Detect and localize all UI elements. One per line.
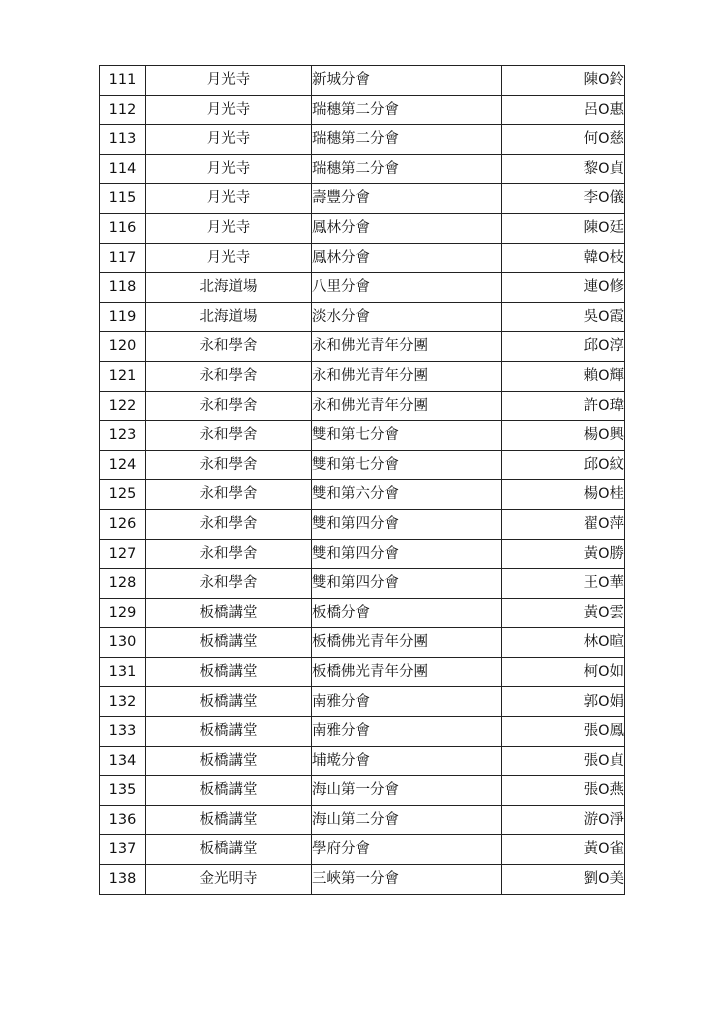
temple-name: 板橋講堂 — [146, 746, 312, 776]
branch-name: 鳳林分會 — [312, 243, 502, 273]
member-name: 郭O娟 — [502, 687, 625, 717]
row-number: 119 — [100, 302, 146, 332]
member-name: 張O鳳 — [502, 717, 625, 747]
member-name: 陳O廷 — [502, 213, 625, 243]
member-name: 張O燕 — [502, 776, 625, 806]
temple-name: 永和學舍 — [146, 361, 312, 391]
row-number: 114 — [100, 154, 146, 184]
temple-name: 板橋講堂 — [146, 598, 312, 628]
row-number: 128 — [100, 569, 146, 599]
branch-name: 永和佛光青年分團 — [312, 391, 502, 421]
temple-name: 月光寺 — [146, 154, 312, 184]
temple-name: 永和學舍 — [146, 539, 312, 569]
temple-name: 板橋講堂 — [146, 628, 312, 658]
temple-name: 板橋講堂 — [146, 835, 312, 865]
temple-name: 永和學舍 — [146, 391, 312, 421]
branch-name: 南雅分會 — [312, 717, 502, 747]
member-name: 游O淨 — [502, 805, 625, 835]
temple-name: 永和學舍 — [146, 480, 312, 510]
table-row — [100, 154, 625, 184]
table-row — [100, 865, 625, 895]
table-row — [100, 332, 625, 362]
roster-table — [99, 65, 625, 895]
member-name: 吳O霞 — [502, 302, 625, 332]
table-row — [100, 776, 625, 806]
branch-name: 永和佛光青年分團 — [312, 361, 502, 391]
temple-name: 金光明寺 — [146, 865, 312, 895]
branch-name: 板橋佛光青年分團 — [312, 628, 502, 658]
member-name: 連O修 — [502, 273, 625, 303]
temple-name: 永和學舍 — [146, 509, 312, 539]
member-name: 翟O萍 — [502, 509, 625, 539]
member-name: 王O華 — [502, 569, 625, 599]
temple-name: 月光寺 — [146, 125, 312, 155]
table-row — [100, 746, 625, 776]
temple-name: 板橋講堂 — [146, 687, 312, 717]
row-number: 121 — [100, 361, 146, 391]
branch-name: 雙和第四分會 — [312, 509, 502, 539]
member-name: 黃O勝 — [502, 539, 625, 569]
branch-name: 永和佛光青年分團 — [312, 332, 502, 362]
member-name: 韓O枝 — [502, 243, 625, 273]
branch-name: 三峽第一分會 — [312, 865, 502, 895]
table-row — [100, 598, 625, 628]
row-number: 124 — [100, 450, 146, 480]
member-name: 張O貞 — [502, 746, 625, 776]
branch-name: 埔墘分會 — [312, 746, 502, 776]
member-name: 楊O桂 — [502, 480, 625, 510]
branch-name: 雙和第四分會 — [312, 569, 502, 599]
table-row — [100, 361, 625, 391]
row-number: 130 — [100, 628, 146, 658]
row-number: 118 — [100, 273, 146, 303]
table-row — [100, 687, 625, 717]
row-number: 131 — [100, 657, 146, 687]
row-number: 126 — [100, 509, 146, 539]
table-row — [100, 480, 625, 510]
member-name: 何O慈 — [502, 125, 625, 155]
row-number: 122 — [100, 391, 146, 421]
row-number: 127 — [100, 539, 146, 569]
branch-name: 學府分會 — [312, 835, 502, 865]
table-row — [100, 213, 625, 243]
row-number: 133 — [100, 717, 146, 747]
temple-name: 北海道場 — [146, 302, 312, 332]
branch-name: 雙和第七分會 — [312, 421, 502, 451]
table-row — [100, 95, 625, 125]
table-row — [100, 450, 625, 480]
temple-name: 月光寺 — [146, 95, 312, 125]
member-name: 李O儀 — [502, 184, 625, 214]
branch-name: 海山第一分會 — [312, 776, 502, 806]
row-number: 138 — [100, 865, 146, 895]
branch-name: 鳳林分會 — [312, 213, 502, 243]
row-number: 112 — [100, 95, 146, 125]
temple-name: 板橋講堂 — [146, 657, 312, 687]
temple-name: 永和學舍 — [146, 569, 312, 599]
member-name: 許O瑋 — [502, 391, 625, 421]
branch-name: 雙和第四分會 — [312, 539, 502, 569]
temple-name: 月光寺 — [146, 213, 312, 243]
table-row — [100, 835, 625, 865]
table-row — [100, 391, 625, 421]
table-row — [100, 539, 625, 569]
roster-table-body — [100, 66, 625, 895]
member-name: 黎O貞 — [502, 154, 625, 184]
branch-name: 瑞穗第二分會 — [312, 125, 502, 155]
table-row — [100, 628, 625, 658]
member-name: 黃O雲 — [502, 598, 625, 628]
branch-name: 八里分會 — [312, 273, 502, 303]
branch-name: 雙和第六分會 — [312, 480, 502, 510]
row-number: 120 — [100, 332, 146, 362]
temple-name: 月光寺 — [146, 184, 312, 214]
table-row — [100, 125, 625, 155]
row-number: 111 — [100, 66, 146, 96]
table-row — [100, 421, 625, 451]
member-name: 賴O輝 — [502, 361, 625, 391]
table-row — [100, 184, 625, 214]
table-row — [100, 569, 625, 599]
branch-name: 新城分會 — [312, 66, 502, 96]
table-row — [100, 805, 625, 835]
table-row — [100, 717, 625, 747]
temple-name: 月光寺 — [146, 66, 312, 96]
temple-name: 永和學舍 — [146, 421, 312, 451]
member-name: 呂O惠 — [502, 95, 625, 125]
temple-name: 月光寺 — [146, 243, 312, 273]
member-name: 劉O美 — [502, 865, 625, 895]
row-number: 115 — [100, 184, 146, 214]
branch-name: 板橋佛光青年分團 — [312, 657, 502, 687]
branch-name: 板橋分會 — [312, 598, 502, 628]
row-number: 116 — [100, 213, 146, 243]
table-row — [100, 273, 625, 303]
member-name: 陳O鈴 — [502, 66, 625, 96]
row-number: 129 — [100, 598, 146, 628]
row-number: 132 — [100, 687, 146, 717]
branch-name: 雙和第七分會 — [312, 450, 502, 480]
branch-name: 壽豐分會 — [312, 184, 502, 214]
branch-name: 海山第二分會 — [312, 805, 502, 835]
temple-name: 永和學舍 — [146, 332, 312, 362]
temple-name: 板橋講堂 — [146, 776, 312, 806]
table-row — [100, 657, 625, 687]
branch-name: 淡水分會 — [312, 302, 502, 332]
member-name: 黃O雀 — [502, 835, 625, 865]
row-number: 136 — [100, 805, 146, 835]
table-row — [100, 66, 625, 96]
row-number: 137 — [100, 835, 146, 865]
row-number: 135 — [100, 776, 146, 806]
row-number: 134 — [100, 746, 146, 776]
temple-name: 板橋講堂 — [146, 717, 312, 747]
table-row — [100, 302, 625, 332]
row-number: 123 — [100, 421, 146, 451]
member-name: 柯O如 — [502, 657, 625, 687]
member-name: 邱O淳 — [502, 332, 625, 362]
member-name: 林O暄 — [502, 628, 625, 658]
member-name: 邱O紋 — [502, 450, 625, 480]
branch-name: 瑞穗第二分會 — [312, 154, 502, 184]
table-row — [100, 509, 625, 539]
branch-name: 南雅分會 — [312, 687, 502, 717]
table-row — [100, 243, 625, 273]
row-number: 125 — [100, 480, 146, 510]
branch-name: 瑞穗第二分會 — [312, 95, 502, 125]
temple-name: 板橋講堂 — [146, 805, 312, 835]
row-number: 117 — [100, 243, 146, 273]
member-name: 楊O興 — [502, 421, 625, 451]
temple-name: 北海道場 — [146, 273, 312, 303]
row-number: 113 — [100, 125, 146, 155]
temple-name: 永和學舍 — [146, 450, 312, 480]
